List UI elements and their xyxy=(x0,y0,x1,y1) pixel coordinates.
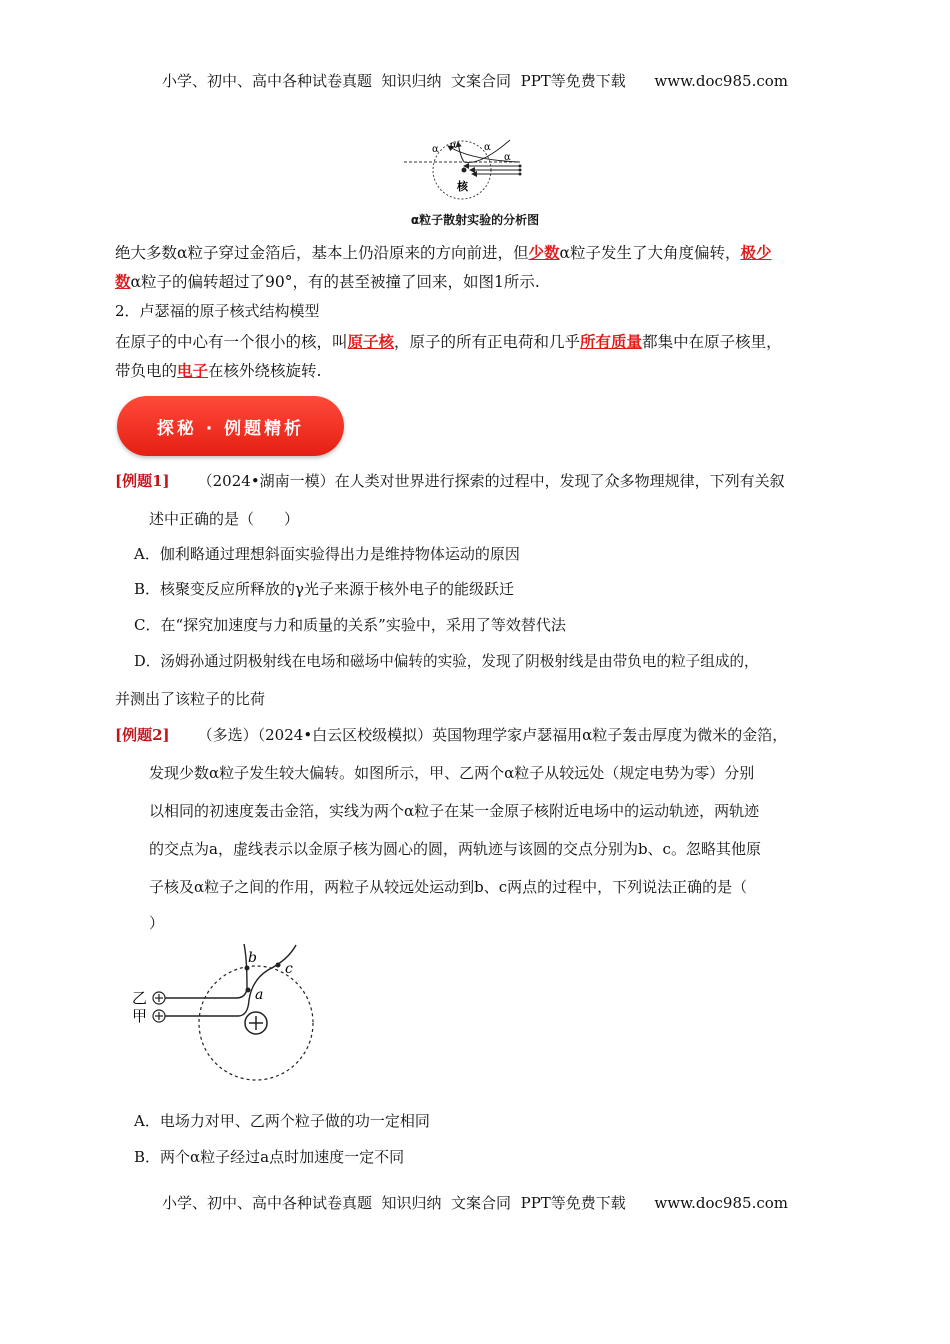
alpha-trajectory-figure xyxy=(128,940,328,1085)
example-question-stem: 子核及α粒子之间的作用，两粒子从较远处运动到b、c两点的过程中，下列说法正确的是（ xyxy=(149,878,748,896)
highlight-term: 所有质量 xyxy=(580,332,643,351)
option-c: C．在“探究加速度与力和质量的关系”实验中，采用了等效替代法 xyxy=(134,616,566,634)
highlight-term: 原子核 xyxy=(347,332,395,351)
example-question-stem: 的交点为a，虚线表示以金原子核为圆心的圆，两轨迹与该圆的交点分别为b、c。忽略其他原 xyxy=(149,840,761,858)
paragraph: 在原子的中心有一个很小的核，叫原子核，原子的所有正电荷和几乎所有质量都集中在原子核里， xyxy=(115,332,782,351)
example-question-stem: [例题1] （2024•湖南一模）在人类对世界进行探索的过程中，发现了众多物理规律，下列有关叙 xyxy=(115,472,785,490)
fig1-alpha-label: α xyxy=(504,152,511,163)
option-b: B．核聚变反应所释放的γ光子来源于核外电子的能级跃迁 xyxy=(134,580,514,598)
example-question-stem: 述中正确的是（ ） xyxy=(149,510,300,528)
fig1-nucleus-label: 核 xyxy=(457,180,468,193)
paragraph: 带负电的电子在核外绕核旋转. xyxy=(115,361,322,380)
label-yi: 乙 xyxy=(132,989,148,1007)
highlight-term: 数 xyxy=(115,272,131,291)
example-tag: [例题1] xyxy=(115,472,170,490)
page-footer: 小学、初中、高中各种试卷真题 知识归纳 文案合同 PPT等免费下载 www.doc985.com xyxy=(161,1194,788,1212)
label-c: c xyxy=(285,961,293,977)
label-b: b xyxy=(248,950,257,966)
page-header: 小学、初中、高中各种试卷真题 知识归纳 文案合同 PPT等免费下载 www.doc985.com xyxy=(161,72,788,90)
alpha-scattering-figure xyxy=(400,136,530,210)
option-a: A．电场力对甲、乙两个粒子做的功一定相同 xyxy=(134,1112,430,1130)
label-a: a xyxy=(255,987,264,1003)
example-question-stem: 以相同的初速度轰击金箔，实线为两个α粒子在某一金原子核附近电场中的运动轨迹，两轨迹 xyxy=(149,802,760,820)
section-heading: 2．卢瑟福的原子核式结构模型 xyxy=(115,302,320,320)
paragraph: 数α粒子的偏转超过了90°，有的甚至被撞了回来，如图1所示. xyxy=(115,272,540,291)
example-question-stem: 发现少数α粒子发生较大偏转。如图所示，甲、乙两个α粒子从较远处（规定电势为零）分别 xyxy=(149,764,755,782)
highlight-term: 极少 xyxy=(740,243,772,262)
fig1-alpha-label: α xyxy=(432,144,439,155)
example-question-stem: [例题2] （多选）（2024•白云区校级模拟）英国物理学家卢瑟福用α粒子轰击厚度为微米的金箔， xyxy=(115,726,788,744)
option-d-continued: 并测出了该粒子的比荷 xyxy=(115,690,266,708)
paragraph: 绝大多数α粒子穿过金箔后，基本上仍沿原来的方向前进，但少数α粒子发生了大角度偏转，极少 xyxy=(115,243,772,262)
example-question-stem: ） xyxy=(149,914,165,932)
highlight-term: 少数 xyxy=(528,243,560,262)
figure-caption: α粒子散射实验的分析图 xyxy=(410,213,540,227)
fig1-alpha-label: α xyxy=(484,142,491,153)
example-tag: [例题2] xyxy=(115,726,170,744)
option-d: D．汤姆孙通过阴极射线在电场和磁场中偏转的实验，发现了阴极射线是由带负电的粒子组成的， xyxy=(134,653,759,670)
option-a: A．伽利略通过理想斜面实验得出力是维持物体运动的原因 xyxy=(134,545,520,563)
highlight-term: 电子 xyxy=(177,361,209,380)
option-b: B．两个α粒子经过a点时加速度一定不同 xyxy=(134,1148,405,1166)
fig1-alpha-label: α xyxy=(450,140,457,151)
section-banner: 探秘 · 例题精析 xyxy=(117,396,344,456)
label-jia: 甲 xyxy=(132,1007,148,1025)
